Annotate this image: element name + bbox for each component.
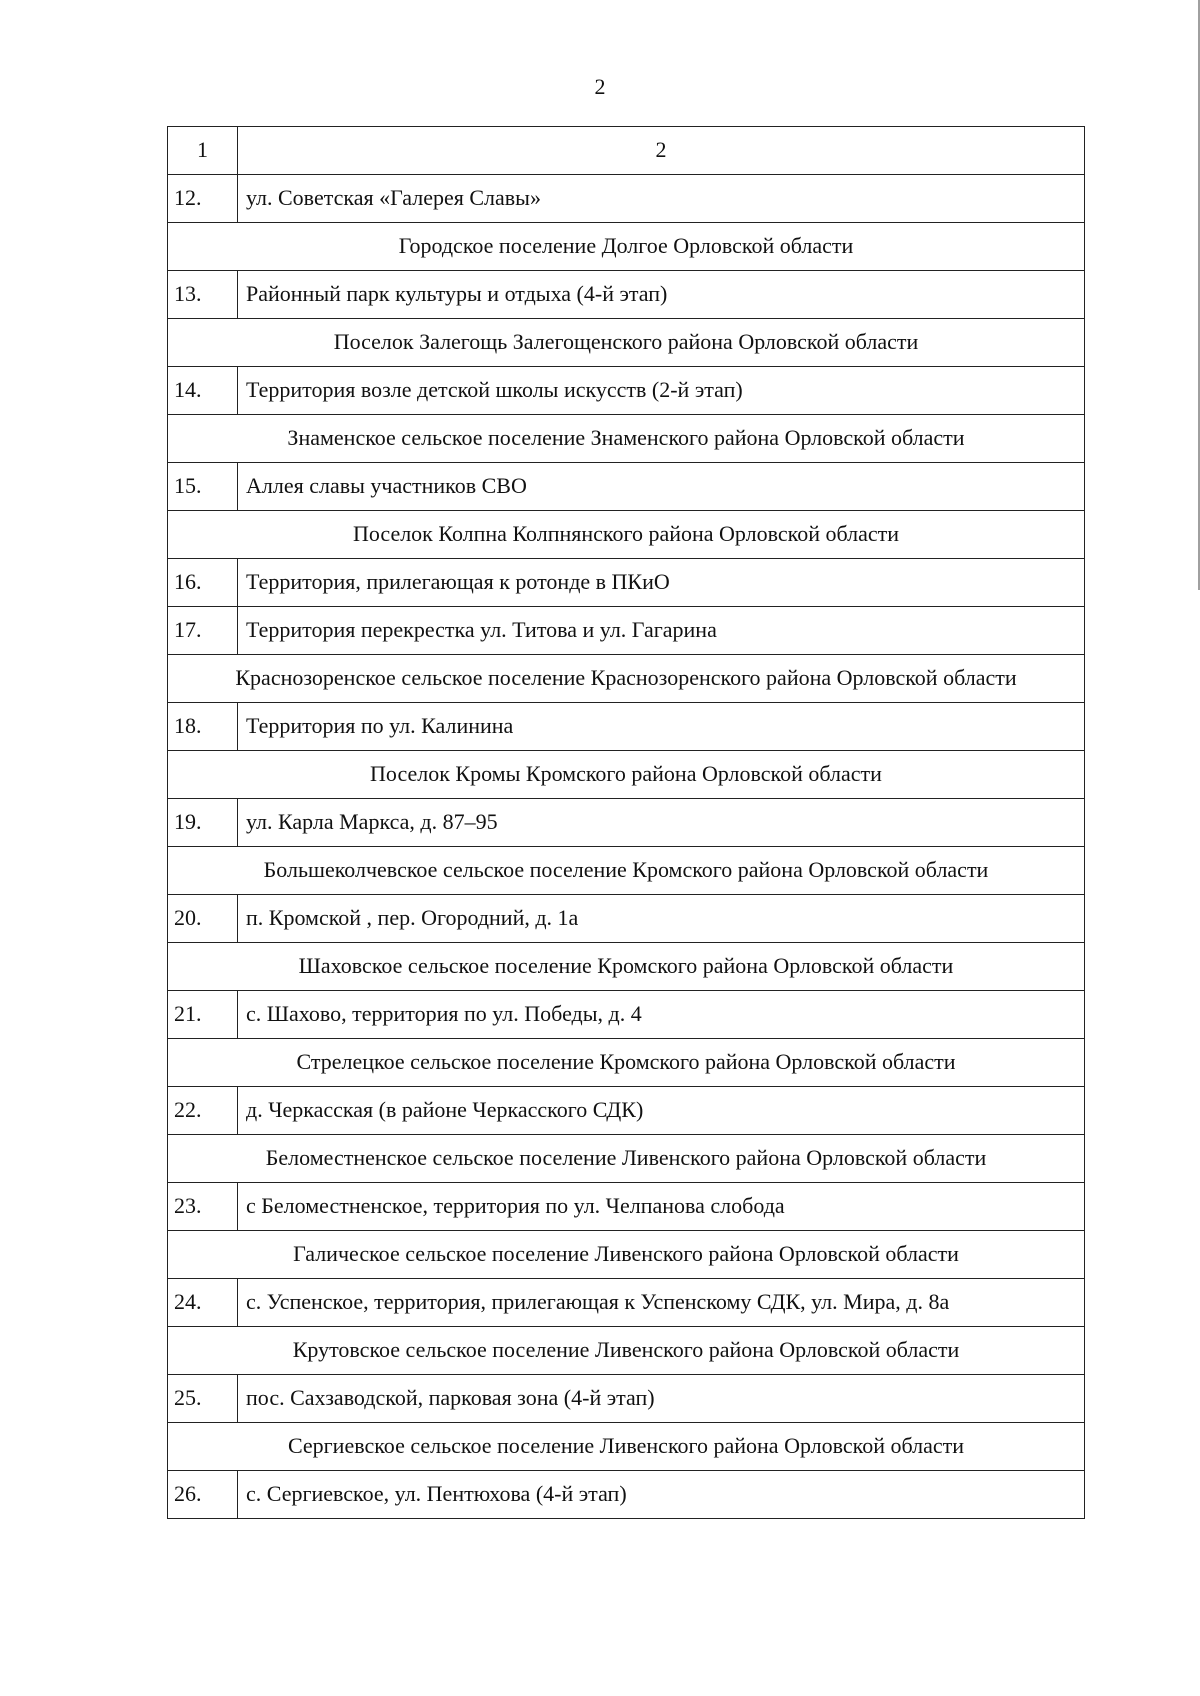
row-description: Аллея славы участников СВО <box>238 463 1085 511</box>
table-row <box>168 895 1085 943</box>
section-title: Сергиевское сельское поселение Ливенского района Орловской области <box>168 1423 1085 1471</box>
row-number: 13. <box>168 271 238 319</box>
table-row <box>168 1087 1085 1135</box>
section-title: Городское поселение Долгое Орловской области <box>168 223 1085 271</box>
row-number: 18. <box>168 703 238 751</box>
page-number: 2 <box>594 74 606 99</box>
section-title: Знаменское сельское поселение Знаменского района Орловской области <box>168 415 1085 463</box>
row-number: 19. <box>168 799 238 847</box>
section-title: Поселок Колпна Колпнянского района Орловской области <box>168 511 1085 559</box>
row-number: 23. <box>168 1183 238 1231</box>
section-title: Беломестненское сельское поселение Ливенского района Орловской области <box>168 1135 1085 1183</box>
row-number: 24. <box>168 1279 238 1327</box>
table-row <box>168 1183 1085 1231</box>
section-title: Краснозоренское сельское поселение Краснозоренского района Орловской области <box>168 655 1085 703</box>
row-description: п. Кромской , пер. Огородний, д. 1а <box>238 895 1085 943</box>
header-col-text: 2 <box>238 127 1085 175</box>
row-description: Территория по ул. Калинина <box>238 703 1085 751</box>
table-header-row <box>168 127 1085 175</box>
section-title: Поселок Кромы Кромского района Орловской области <box>168 751 1085 799</box>
section-header-row <box>168 1135 1085 1183</box>
table-row <box>168 463 1085 511</box>
section-header-row <box>168 847 1085 895</box>
territories-table <box>167 126 1085 1519</box>
section-header-row <box>168 511 1085 559</box>
row-number: 14. <box>168 367 238 415</box>
row-number: 20. <box>168 895 238 943</box>
row-number: 21. <box>168 991 238 1039</box>
row-description: Районный парк культуры и отдыха (4-й этап) <box>238 271 1085 319</box>
section-title: Галическое сельское поселение Ливенского района Орловской области <box>168 1231 1085 1279</box>
section-header-row <box>168 751 1085 799</box>
row-description: с. Шахово, территория по ул. Победы, д. 4 <box>238 991 1085 1039</box>
row-number: 15. <box>168 463 238 511</box>
row-number: 16. <box>168 559 238 607</box>
table-row <box>168 1375 1085 1423</box>
row-description: с. Сергиевское, ул. Пентюхова (4-й этап) <box>238 1471 1085 1519</box>
section-header-row <box>168 223 1085 271</box>
section-title: Шаховское сельское поселение Кромского района Орловской области <box>168 943 1085 991</box>
row-number: 25. <box>168 1375 238 1423</box>
row-description: пос. Сахзаводской, парковая зона (4-й этап) <box>238 1375 1085 1423</box>
section-header-row <box>168 1327 1085 1375</box>
row-description: ул. Карла Маркса, д. 87–95 <box>238 799 1085 847</box>
section-header-row <box>168 415 1085 463</box>
row-number: 22. <box>168 1087 238 1135</box>
table-row <box>168 367 1085 415</box>
table-row <box>168 1279 1085 1327</box>
row-number: 17. <box>168 607 238 655</box>
table-row <box>168 175 1085 223</box>
row-description: Территория перекрестка ул. Титова и ул. Гагарина <box>238 607 1085 655</box>
section-header-row <box>168 1231 1085 1279</box>
section-header-row <box>168 1423 1085 1471</box>
section-title: Крутовское сельское поселение Ливенского района Орловской области <box>168 1327 1085 1375</box>
table-row <box>168 991 1085 1039</box>
section-title: Большеколчевское сельское поселение Кромского района Орловской области <box>168 847 1085 895</box>
row-description: Территория возле детской школы искусств (2-й этап) <box>238 367 1085 415</box>
section-title: Стрелецкое сельское поселение Кромского района Орловской области <box>168 1039 1085 1087</box>
row-number: 26. <box>168 1471 238 1519</box>
section-title: Поселок Залегощь Залегощенского района Орловской области <box>168 319 1085 367</box>
table-row <box>168 703 1085 751</box>
table-row <box>168 271 1085 319</box>
row-number: 12. <box>168 175 238 223</box>
row-description: с. Успенское, территория, прилегающая к Успенскому СДК, ул. Мира, д. 8а <box>238 1279 1085 1327</box>
row-description: с Беломестненское, территория по ул. Челпанова слобода <box>238 1183 1085 1231</box>
section-header-row <box>168 319 1085 367</box>
section-header-row <box>168 943 1085 991</box>
section-header-row <box>168 655 1085 703</box>
table-row <box>168 559 1085 607</box>
header-col-number: 1 <box>168 127 238 175</box>
table-row <box>168 1471 1085 1519</box>
row-description: ул. Советская «Галерея Славы» <box>238 175 1085 223</box>
row-description: д. Черкасская (в районе Черкасского СДК) <box>238 1087 1085 1135</box>
section-header-row <box>168 1039 1085 1087</box>
table-row <box>168 799 1085 847</box>
row-description: Территория, прилегающая к ротонде в ПКиО <box>238 559 1085 607</box>
table-row <box>168 607 1085 655</box>
